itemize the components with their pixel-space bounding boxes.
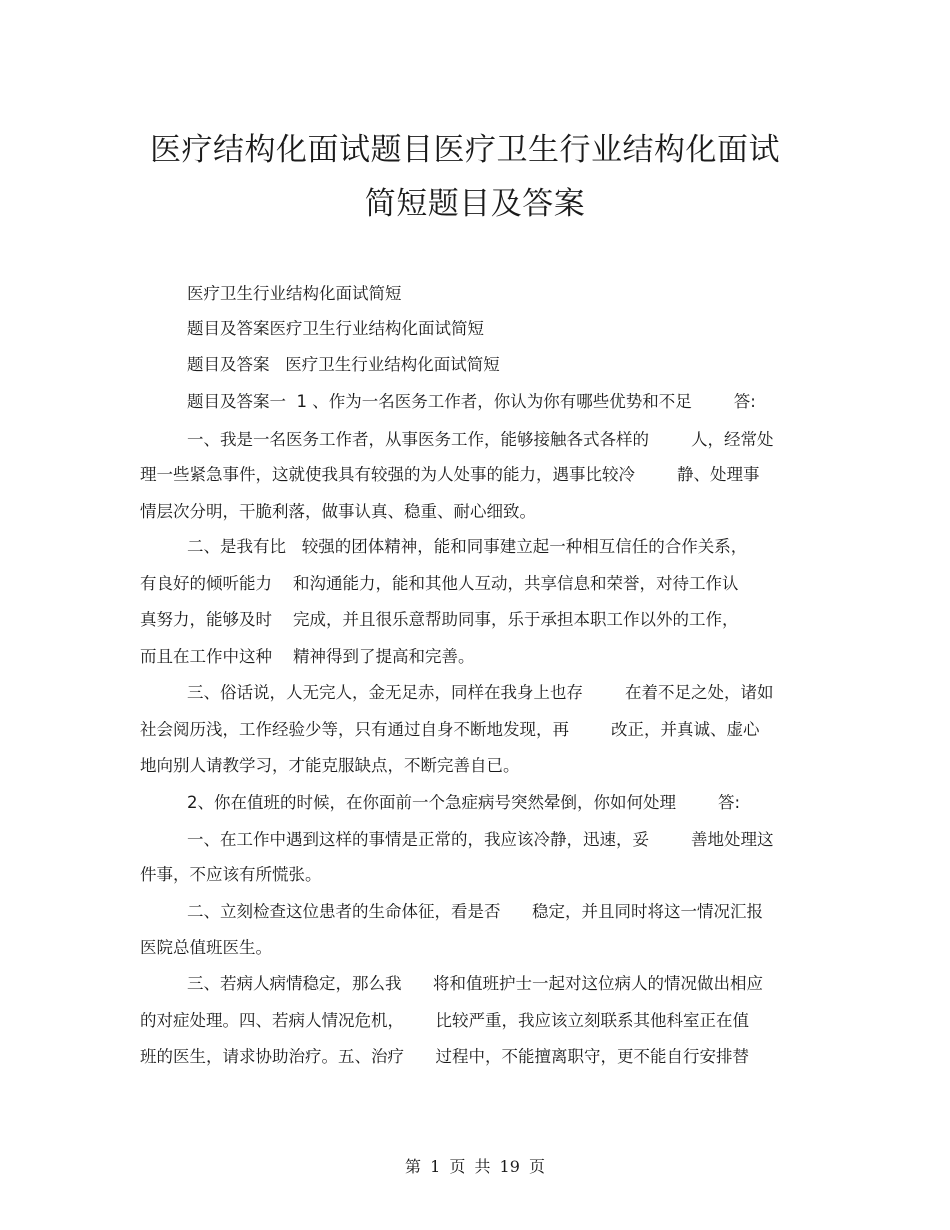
body-line: 题目及答案医疗卫生行业结构化面试简短	[187, 319, 484, 338]
body-line: 二、立刻检查这位患者的生命体征，看是否 稳定，并且同时将这一情况汇报	[187, 902, 763, 921]
body-line: 三、若病人病情稳定，那么我 将和值班护士一起对这位病人的情况做出相应	[187, 974, 763, 993]
body-line: 社会阅历浅，工作经验少等，只有通过自身不断地发现，再 改正，并真诚、虚心	[140, 720, 760, 739]
body-line: 2、你在值班的时候，在你面前一个急症病号突然晕倒，你如何处理 答:	[187, 793, 741, 812]
body-line: 件事，不应该有所慌张。	[140, 865, 322, 884]
document-title-line-1: 医疗结构化面试题目医疗卫生行业结构化面试	[150, 132, 780, 168]
body-line: 班的医生，请求协助治疗。五、治疗 过程中，不能擅离职守，更不能自行安排替	[140, 1047, 749, 1066]
body-line: 医院总值班医生。	[140, 938, 272, 957]
body-line: 理一些紧急事件，这就使我具有较强的为人处事的能力，遇事比较冷 静、处理事	[140, 465, 760, 484]
body-line: 一、我是一名医务工作者，从事医务工作，能够接触各式各样的 人，经常处	[187, 430, 774, 449]
body-line: 而且在工作中这种 精神得到了提高和完善。	[140, 647, 475, 666]
body-line: 三、俗话说，人无完人，金无足赤，同样在我身上也存 在着不足之处，诸如	[187, 683, 774, 702]
body-line: 一、在工作中遇到这样的事情是正常的，我应该冷静，迅速，妥 善地处理这	[187, 830, 774, 849]
body-line: 真努力，能够及时 完成，并且很乐意帮助同事，乐于承担本职工作以外的工作，	[140, 610, 739, 629]
document-title-line-2: 简短题目及答案	[364, 186, 586, 222]
body-line: 有良好的倾听能力 和沟通能力，能和其他人互动，共享信息和荣誉，对待工作认	[140, 574, 739, 593]
body-line: 地向别人请教学习，才能克服缺点，不断完善自已。	[140, 756, 520, 775]
body-line: 题目及答案一 1 、作为一名医务工作者，你认为你有哪些优势和不足 答:	[187, 392, 756, 411]
page-number-footer: 第 1 页 共 19 页	[405, 1157, 545, 1176]
body-line: 二、是我有比 较强的团体精神，能和同事建立起一种相互信任的合作关系，	[187, 537, 748, 556]
body-line: 题目及答案 医疗卫生行业结构化面试简短	[187, 355, 500, 374]
body-line: 的对症处理。四、若病人情况危机， 比较严重，我应该立刻联系其他科室正在值	[140, 1011, 749, 1030]
body-line: 医疗卫生行业结构化面试简短	[187, 284, 402, 303]
body-line: 情层次分明，干脆利落，做事认真、稳重、耐心细致。	[140, 502, 536, 521]
